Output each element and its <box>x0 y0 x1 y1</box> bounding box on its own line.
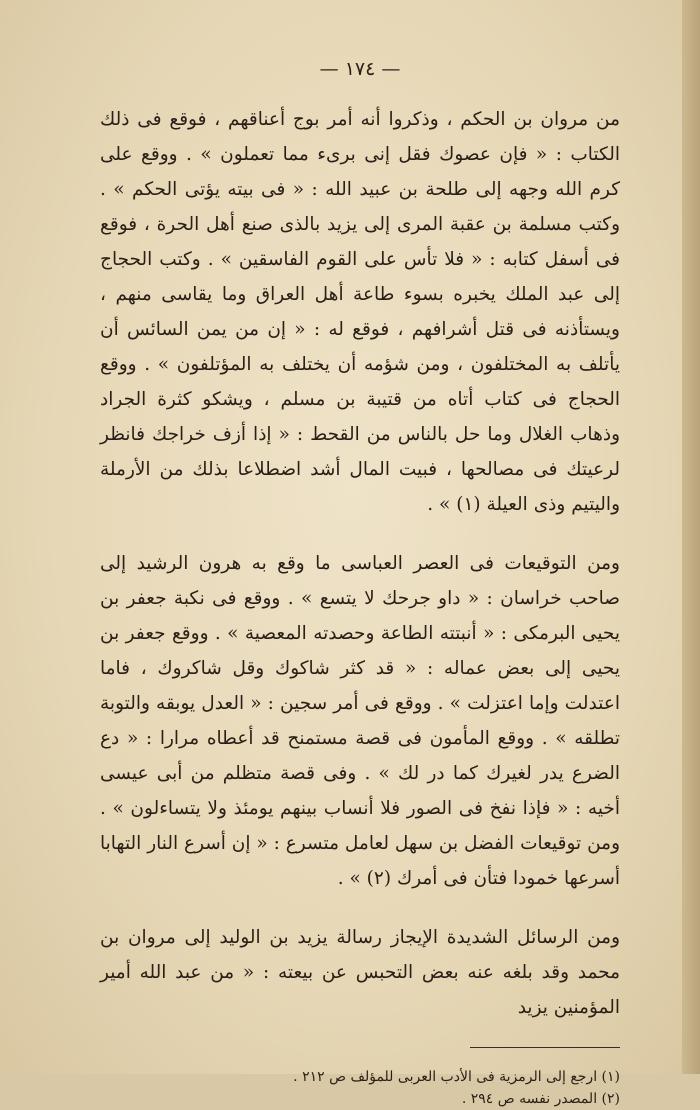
body-paragraph: ومن التوقيعات فى العصر العباسى ما وقع به هرون الرشيد إلى صاحب خراسان : « داو جرحك لا يتسع » . ووقع فى نكبة جعفر بن يحيى البرمكى : « أنبتته الطاعة وحصدته المعصية » . ووقع جعفر بن يحيى إلى بعض عماله : « قد كثر شاكوك وقل شاكروك ، فاما اعتدلت وإما اعتزلت » . ووقع فى أمر سجين : « العدل يوبقه والتوبة تطلقه » . ووقع المأمون فى قصة مستمنح قد أعطاه مرارا : « دع الضرع يدر لغيرك كما در لك » . وفى قصة متظلم من أبى عيسى أخيه : « فإذا نفخ فى الصور فلا أنساب بينهم يومئذ ولا يتساءلون » . ومن توقيعات الفضل بن سهل لعامل متسرع : « إن أسرع النار التهابا أسرعها خمودا فتأن فى أمرك (٢) » . <box>100 553 620 889</box>
page-content <box>100 58 620 1110</box>
footnote: (١) ارجع إلى الرمزية فى الأدب العربى للمؤلف ص ٢١٢ . <box>293 1069 620 1085</box>
footnote: (٢) المصدر نفسه ص ٢٩٤ . <box>461 1091 620 1107</box>
body-paragraph: ومن الرسائل الشديدة الإيجاز رسالة يزيد بن الوليد إلى مروان بن محمد وقد بلغه عنه بعض التحبس عن بيعته : « من عبد الله أمير المؤمنين يزيد <box>100 927 620 1018</box>
body-paragraph: من مروان بن الحكم ، وذكروا أنه أمر بوج أعناقهم ، فوقع فى ذلك الكتاب : « فإن عصوك فقل إنى برىء مما تعملون » . ووقع على كرم الله وجهه إلى طلحة بن عبيد الله : « فى بيته يؤتى الحكم » . وكتب مسلمة بن عقبة المرى إلى يزيد بالذى صنع أهل الحرة ، فوقع فى أسفل كتابه : « فلا تأس على القوم الفاسقين » . وكتب الحجاج إلى عبد الملك يخبره بسوء طاعة أهل العراق وما يقاسى منهم ، ويستأذنه فى قتل أشرافهم ، فوقع له : « إن من يمن السائس أن يأتلف به المختلفون ، ومن شؤمه أن يختلف به المؤتلفون » . ووقع الحجاج فى كتاب أتاه من قتيبة بن مسلم ، ويشكو كثرة الجراد وذهاب الغلال وما حل بالناس من القحط : « إذا أزف خراجك فانظر لرعيتك فى مصالحها ، فبيت المال أشد اضطلاعا بذلك من الأرملة واليتيم وذى العيلة (١) » . <box>100 109 620 515</box>
page-spine-shadow <box>682 0 700 1074</box>
page-number: — ١٧٤ — <box>319 58 401 80</box>
footnote-divider <box>470 1047 620 1048</box>
